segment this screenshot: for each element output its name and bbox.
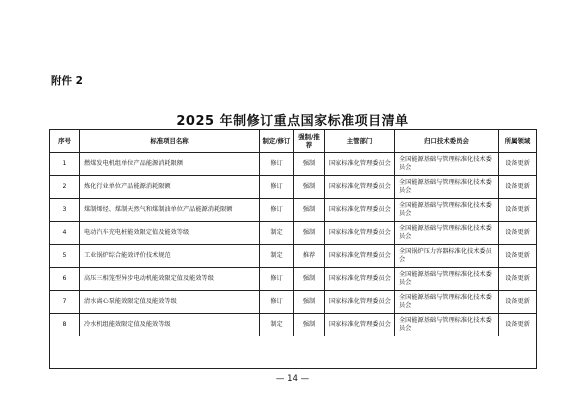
table-row [50,267,536,290]
table-header-row [50,130,536,152]
cell-force: 强制 [293,314,324,336]
cell-name: 清水离心泵能效限定值及能效等级 [79,291,259,313]
cell-dept: 国家标准化管理委员会 [324,176,394,198]
cell-revision: 修订 [259,176,293,198]
cell-revision: 修订 [259,199,293,221]
header-seq: 序号 [58,137,71,145]
table-body [50,152,536,336]
cell-field: 设备更新 [498,314,536,336]
table-row [50,244,536,267]
cell-tc: 全国能源基础与管理标准化技术委员会 [394,268,498,290]
cell-tc: 全国锅炉压力容器标准化技术委员会 [394,245,498,267]
cell-seq: 2 [62,183,67,191]
cell-tc: 全国能源基础与管理标准化技术委员会 [394,291,498,313]
cell-dept: 国家标准化管理委员会 [324,245,394,267]
header-revision: 制定/修订 [259,130,293,152]
cell-revision: 制定 [259,314,293,336]
cell-force: 强制 [293,153,324,175]
table-row [50,221,536,244]
cell-dept: 国家标准化管理委员会 [324,291,394,313]
header-tc: 归口技术委员会 [394,130,498,152]
cell-revision: 制定 [259,245,293,267]
table-row [50,175,536,198]
cell-seq: 1 [62,160,67,168]
cell-tc: 全国能源基础与管理标准化技术委员会 [394,153,498,175]
cell-name: 冷水机组能效限定值及能效等级 [79,314,259,336]
cell-name: 燃煤发电机组单位产品能源消耗限额 [79,153,259,175]
page-number: — 14 — [275,374,310,384]
cell-name: 高压三相笼型异步电动机能效限定值及能效等级 [79,268,259,290]
cell-field: 设备更新 [498,268,536,290]
cell-dept: 国家标准化管理委员会 [324,314,394,336]
cell-seq: 3 [62,206,67,214]
table-row [50,290,536,313]
header-field: 所属领域 [498,130,536,152]
cell-field: 设备更新 [498,176,536,198]
header-dept: 主管部门 [324,130,394,152]
cell-revision: 修订 [259,291,293,313]
cell-force: 强制 [293,176,324,198]
cell-force: 推荐 [293,245,324,267]
cell-revision: 修订 [259,268,293,290]
cell-name: 炼化行业单位产品能源消耗限额 [79,176,259,198]
cell-dept: 国家标准化管理委员会 [324,222,394,244]
cell-seq: 7 [62,298,67,306]
cell-force: 强制 [293,268,324,290]
cell-tc: 全国能源基础与管理标准化技术委员会 [394,314,498,336]
cell-field: 设备更新 [498,291,536,313]
header-force: 强制/推荐 [293,130,324,152]
cell-seq: 4 [62,229,67,237]
cell-dept: 国家标准化管理委员会 [324,268,394,290]
cell-seq: 8 [62,321,67,329]
cell-field: 设备更新 [498,245,536,267]
cell-tc: 全国能源基础与管理标准化技术委员会 [394,176,498,198]
cell-seq: 6 [62,275,67,283]
cell-revision: 制定 [259,222,293,244]
table-row [50,152,536,175]
table-row [50,313,536,336]
cell-name: 电动汽车充电桩能效限定值及能效等级 [79,222,259,244]
cell-dept: 国家标准化管理委员会 [324,153,394,175]
cell-field: 设备更新 [498,199,536,221]
annex-label: 附件 2 [51,75,83,87]
cell-tc: 全国能源基础与管理标准化技术委员会 [394,222,498,244]
cell-force: 强制 [293,199,324,221]
cell-field: 设备更新 [498,153,536,175]
cell-seq: 5 [62,252,67,260]
cell-name: 工业锅炉综合能效评价技术规范 [79,245,259,267]
cell-name: 煤制烯烃、煤制天然气和煤制油单位产品能源消耗限额 [79,199,259,221]
header-name: 标准项目名称 [79,130,259,152]
cell-tc: 全国能源基础与管理标准化技术委员会 [394,199,498,221]
cell-revision: 修订 [259,153,293,175]
document-title: 2025 年制修订重点国家标准项目清单 [176,114,409,129]
standards-table [49,129,537,369]
table-row [50,198,536,221]
cell-field: 设备更新 [498,222,536,244]
cell-dept: 国家标准化管理委员会 [324,199,394,221]
cell-force: 强制 [293,222,324,244]
cell-force: 强制 [293,291,324,313]
